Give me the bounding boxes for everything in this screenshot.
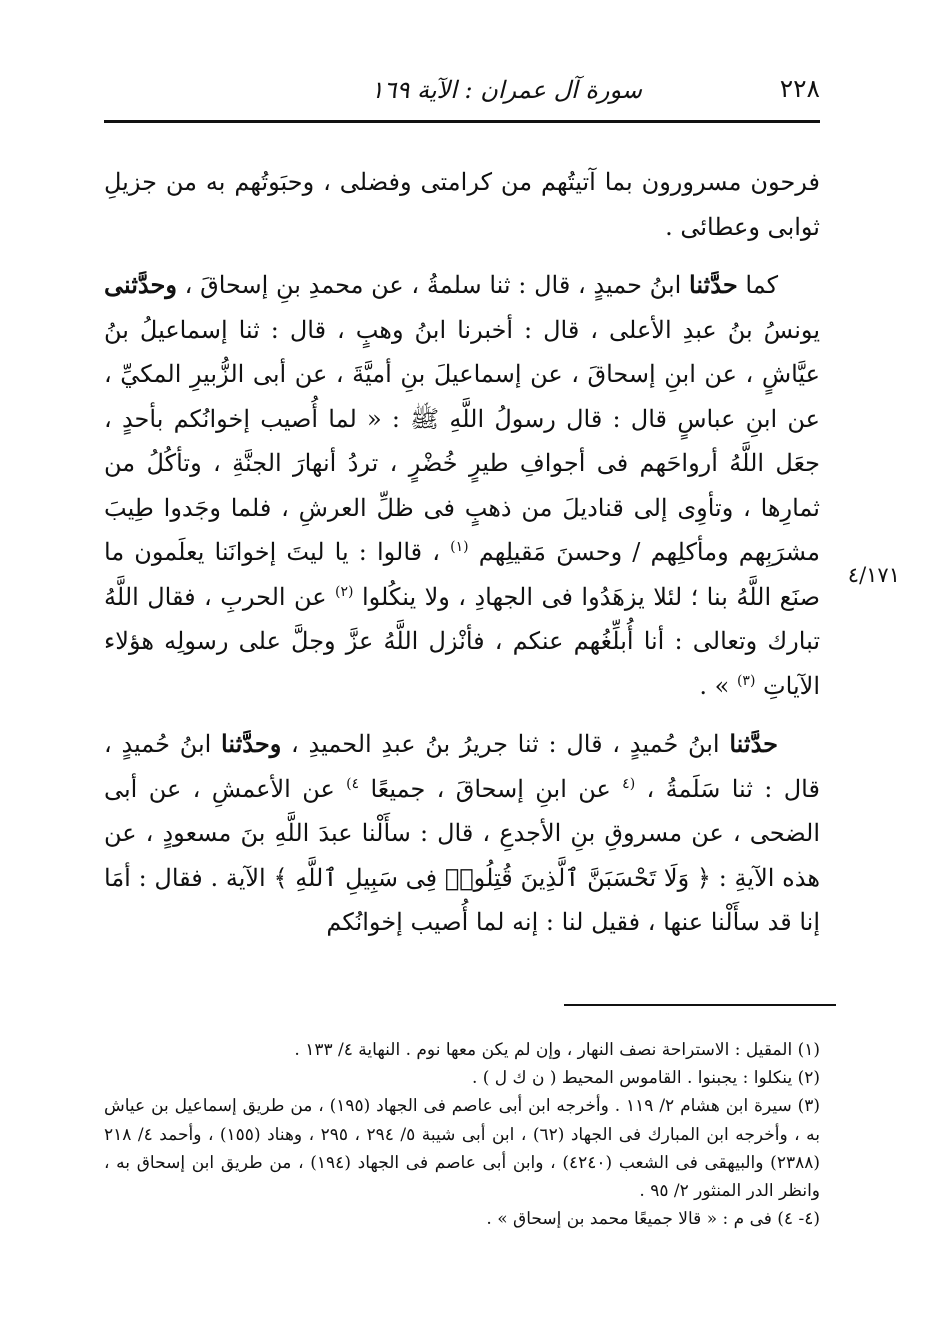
running-header <box>100 74 820 114</box>
paragraph-1: فرحون مسرورون بما آتيتُهم من كرامتى وفضلى ، وحبَوتُهم به من جزيلِ ثوابى وعطائى . <box>104 168 820 241</box>
page-number: ٢٢٨ <box>779 74 820 103</box>
text-run: ابنُ حُميدٍ ، قال : ثنا جريرُ بنُ عبدِ الحميدِ ، <box>291 730 720 758</box>
paragraph-2 <box>104 263 820 708</box>
main-text <box>104 160 820 945</box>
footnote-marker: (٣) <box>736 672 756 689</box>
text-run: » . <box>699 671 730 700</box>
text-run: ابنُ حميدٍ ، قال : ثنا سلمةُ ، عن محمدِ بنِ إسحاقَ ، <box>184 271 682 299</box>
footnote-rule <box>564 1004 836 1006</box>
bold-term: وحدَّثنا <box>221 729 282 758</box>
footnotes <box>104 1036 820 1233</box>
bold-term: حدَّثنا <box>729 729 778 758</box>
bold-term: وحدَّثنى <box>104 270 177 299</box>
footnote-marker: ٤) <box>346 775 360 792</box>
footnote-3: (٣) سيرة ابن هشام ٢/ ١١٩ . وأخرجه ابن أبى عاصم فى الجهاد (١٩٥) ، من طريق إسماعيل بن عياش به ، وأخرجه ابن المبارك فى الجهاد (٦٢) ، ابن أبى شيبة ٥/ ٢٩٤ ، ٢٩٥ ، وهناد (١٥٥) ، وأحمد ٤/ ٢١٨ (٢٣٨٨) والبيهقى فى الشعب (٤٢٤٠) ، وابن أبى عاصم فى الجهاد (١٩٤) ، من طريق ابن إسحاق به ، وانظر الدر المنثور ٢/ ٩٥ . <box>104 1096 821 1202</box>
footnote-2: (٢) ينكلوا : يجبنوا . القاموس المحيط ( ن ك ل ) . <box>471 1068 820 1089</box>
text-run: كما <box>745 271 778 299</box>
text-run: عن ابنِ إسحاقَ ، جميعًا <box>370 774 611 803</box>
text-run: عن الحربِ ، فقال اللَّهُ تبارك وتعالى : أنا أُبلِّغُهم عنكم ، فأنْزل اللَّهُ عزَّ وجلَّ على رسولِه هؤلاء الآياتِ <box>104 582 820 700</box>
running-title: سورة آل عمران : الآية ١٦٩ <box>370 76 642 104</box>
margin-reference: ٤/١٧١ <box>847 563 900 587</box>
footnote-4: (٤- ٤) فى م : « قالا جميعًا محمد بن إسحاق » . <box>486 1209 820 1230</box>
bold-term: حدَّثنا <box>689 270 738 299</box>
text-run: ابنُ حُميدٍ ، قال : ثنا سَلَمةُ ، <box>104 730 820 803</box>
text-run: يونسُ بنُ عبدِ الأعلى ، قال : أخبرنا ابنُ وهبٍ ، قال : ثنا إسماعيلُ بنُ عيَّاشٍ ، عن ابنِ إسحاقَ ، عن إسماعيلَ بنِ أميَّةَ ، عن أبى الزُّبيرِ المكيِّ ، عن ابنِ عباسٍ قال : قال رسولُ اللَّهِ ﷺ : « لما أُصيب إخوانُكم بأحدٍ ، جعَل اللَّهُ أرواحَهم فى أجوافِ طيرٍ خُضْرٍ ، تردُ أنهارَ الجنَّةِ ، وتأكُلُ من ثمارِها ، وتأوِى إلى قناديلَ من ذهبٍ فى ظلِّ العرشِ ، فلما وجَدوا طِيبَ مشرَبِهم ومأكلِهم / وحسنَ مَقيلِهم <box>104 315 820 566</box>
footnote-marker: (٢) <box>335 583 354 600</box>
footnote-1: (١) المقيل : الاستراحة نصف النهار ، وإن لم يكن معها نوم . النهاية ٤/ ١٣٣ . <box>294 1040 820 1060</box>
text-run: عن الأعمشِ ، عن أبى الضحى ، عن مسروقِ بنِ الأجدعِ ، قال : سأَلْنا عبدَ اللَّهِ بنَ مسعودٍ ، عن هذه الآيةِ : ﴿ وَلَا تَحْسَبَنَّ ٱلَّذِينَ قُتِلُوا۟ فِى سَبِيلِ ٱللَّهِ ﴾ الآية . فقال : أمَا إنا قد سأَلْنا عنها ، فقيل لنا : إنه لما أُصيب إخوانُكم <box>104 774 820 936</box>
footnote-marker: (٤ <box>622 775 636 792</box>
header-rule <box>104 120 820 123</box>
paragraph-3 <box>104 722 820 945</box>
footnote-marker: (١) <box>450 539 469 555</box>
text-run: ، قالوا : يا ليتَ إخوانَنا يعلَمون ما صنَع اللَّهُ بنا ؛ لئلا يزهَدُوا فى الجهادِ ، ولا ينكُلوا <box>104 538 820 611</box>
